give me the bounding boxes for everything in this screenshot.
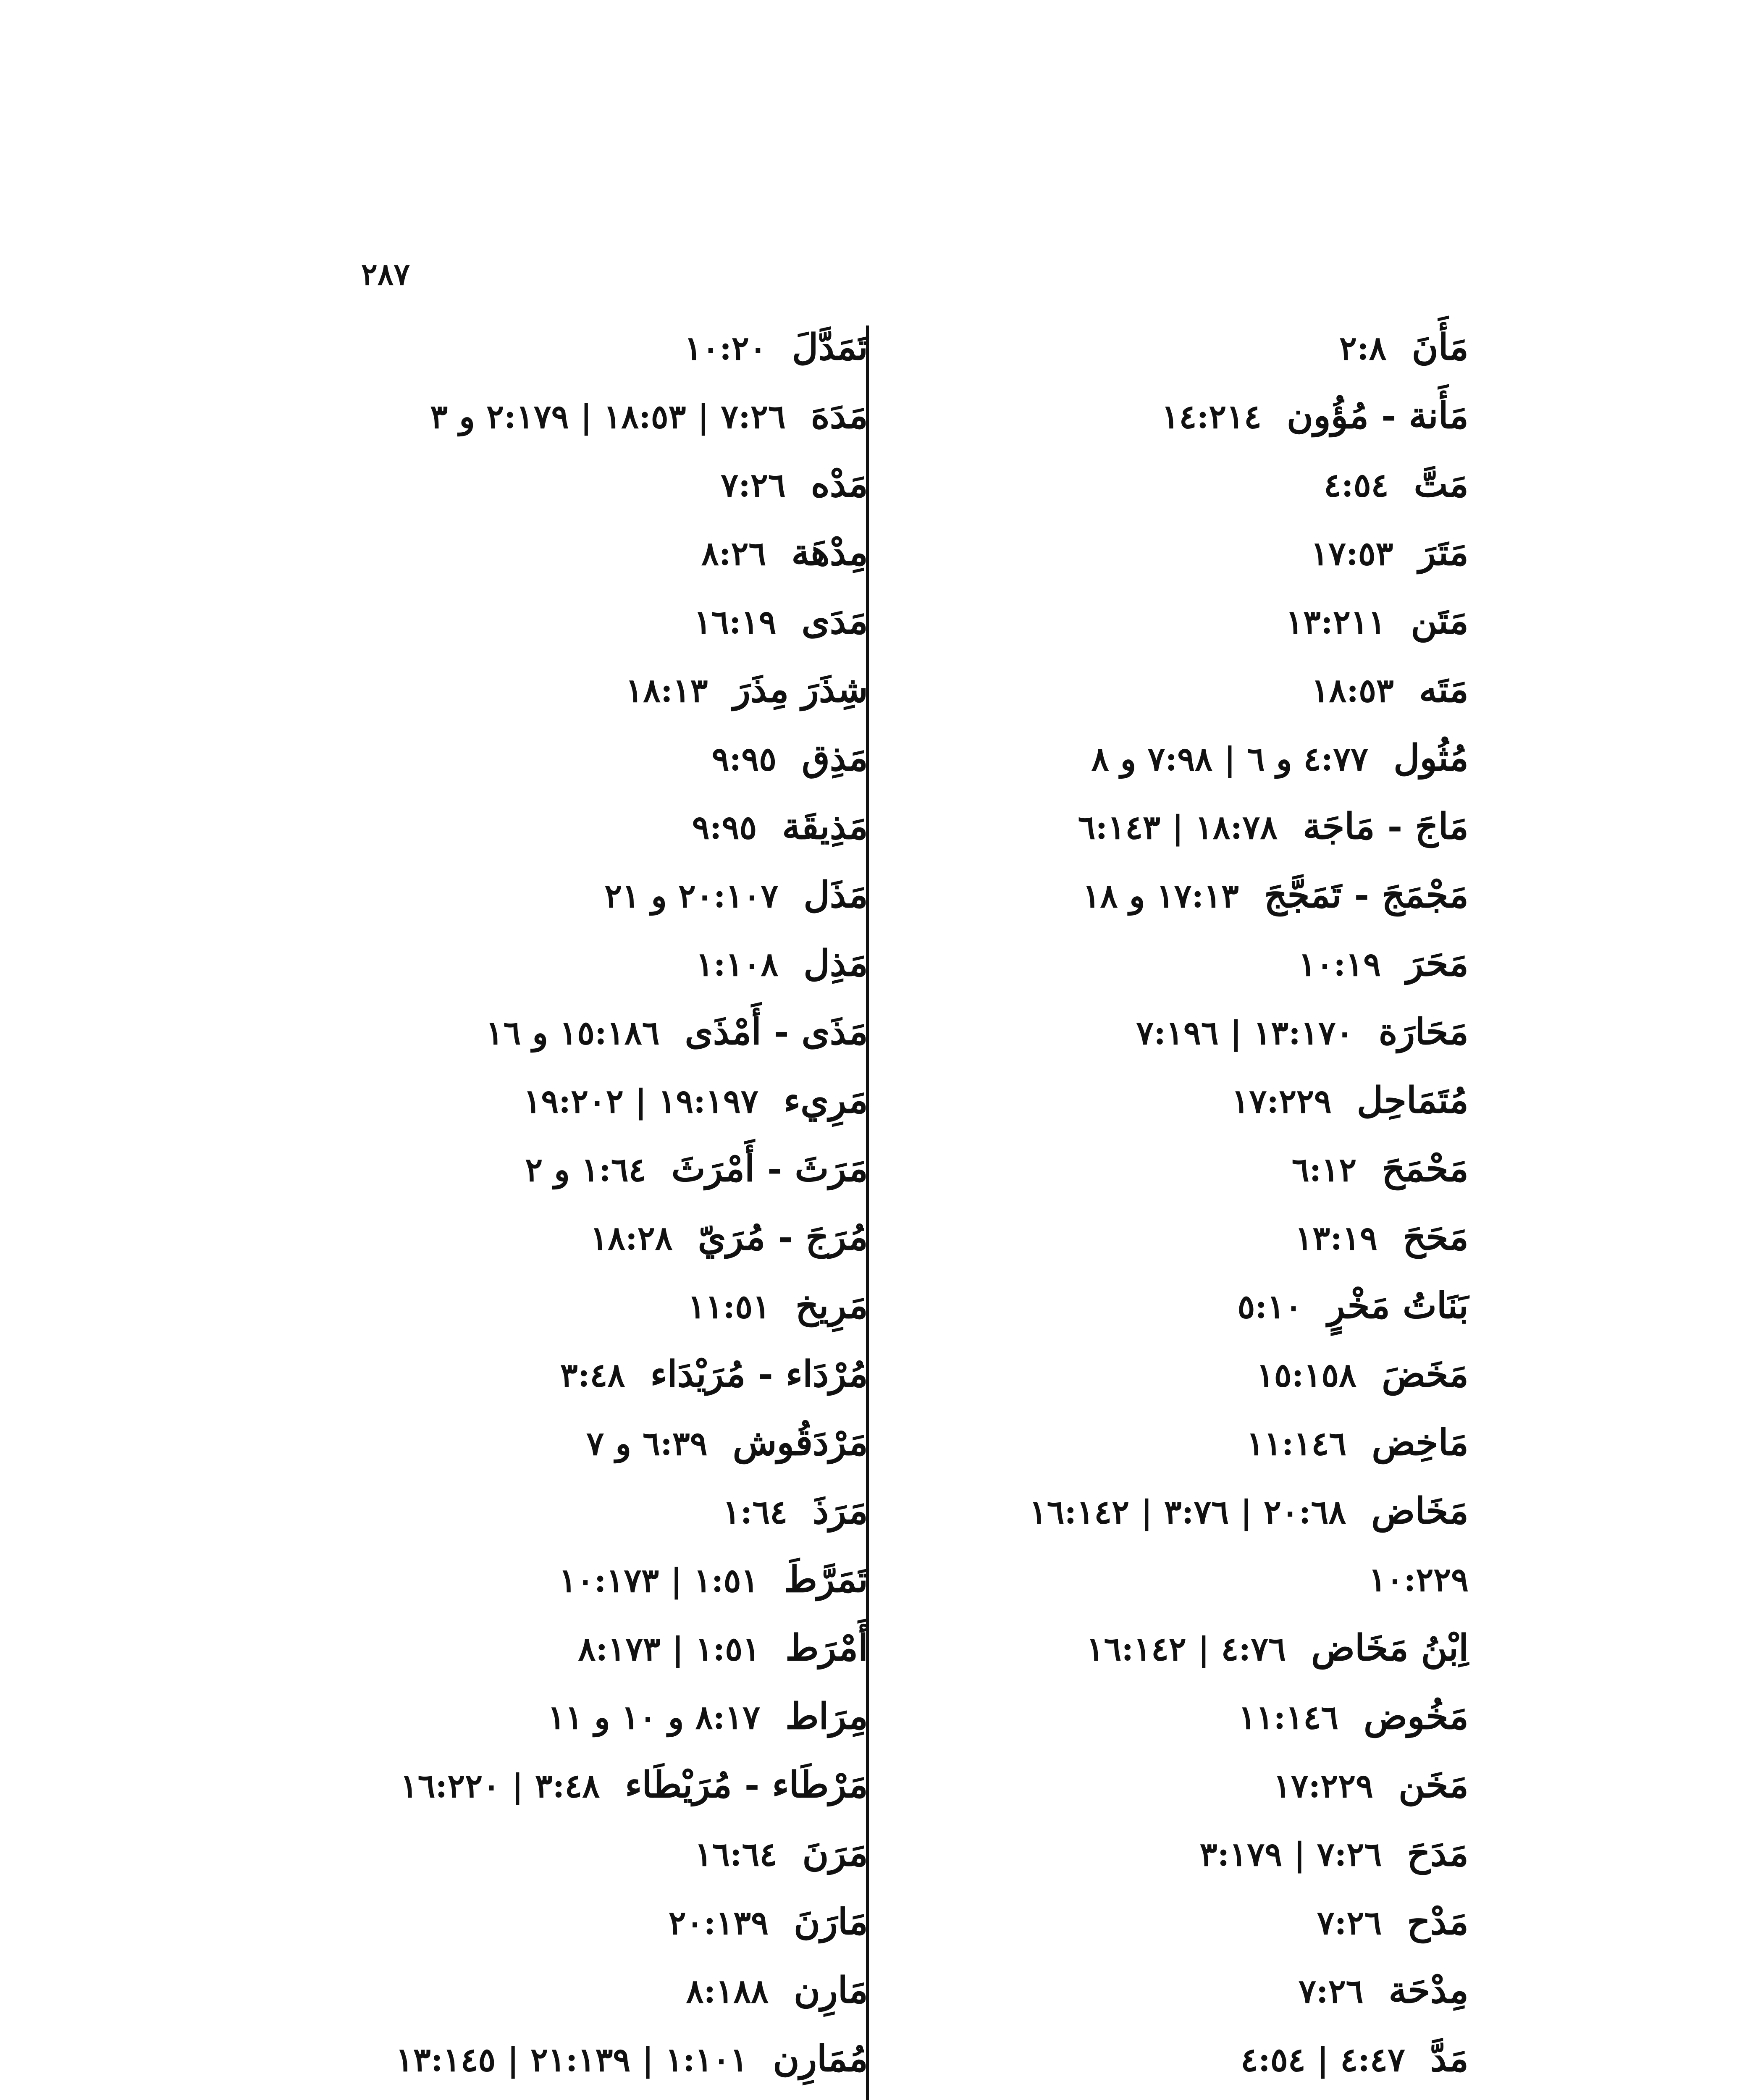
index-entry bbox=[839, 1271, 1469, 1340]
entry-word: مُتَمَاحِل bbox=[1356, 1079, 1469, 1121]
entry-references: ١٨:١٣ bbox=[625, 672, 708, 710]
entry-references: ٧:٢٦ | ١٨:٥٣ | ٢:١٧٩ و ٣ bbox=[430, 398, 786, 436]
index-entry bbox=[839, 1203, 1469, 1271]
entry-references: ٧:٢٦ bbox=[721, 466, 786, 504]
entry-word: مَرَذَ bbox=[813, 1490, 868, 1532]
index-entry bbox=[238, 929, 868, 998]
index-entry bbox=[238, 998, 868, 1066]
entry-word: شِذَرَ مِذَرَ bbox=[733, 668, 868, 711]
entry-references: ١٠:١٩ bbox=[1298, 945, 1381, 984]
entry-word: مُمَارِن bbox=[773, 2037, 868, 2080]
entry-references: ٣:٤٨ | ١٦:٢٢٠ bbox=[400, 1767, 600, 1805]
index-entry bbox=[839, 792, 1469, 861]
entry-word: مَخُوض bbox=[1364, 1695, 1469, 1738]
index-entry bbox=[839, 1477, 1469, 1545]
entry-references: ١٦:٦٤ bbox=[694, 1835, 777, 1874]
entry-references: ٢٠:١٠٧ و ٢١ bbox=[604, 877, 779, 915]
index-entry bbox=[238, 655, 868, 724]
index-entry bbox=[238, 1271, 868, 1340]
index-entry bbox=[238, 1614, 868, 1682]
entry-references: ٦:٣٩ و ٧ bbox=[586, 1425, 708, 1463]
entry-word: مَأَنَ bbox=[1412, 326, 1469, 368]
index-entry bbox=[839, 724, 1469, 792]
entry-references: ٧:٢٦ bbox=[1299, 1972, 1364, 2011]
entry-references: ١٣:١٩ bbox=[1295, 1219, 1377, 1257]
entry-references: ١٨:٥٣ bbox=[1311, 672, 1394, 710]
entry-word: مُرْدَاء - مُرَيْدَاء bbox=[650, 1353, 868, 1395]
entry-references: ٤:٥٤ bbox=[1324, 466, 1389, 504]
entry-word: تَمَدَّلَ bbox=[792, 326, 868, 368]
index-entry bbox=[238, 1203, 868, 1271]
entry-word: مَتَن bbox=[1411, 600, 1469, 642]
entry-references: ١٦:١٩ bbox=[694, 603, 777, 641]
entry-references: ١٧:٢٢٩ bbox=[1231, 1082, 1332, 1121]
index-entry bbox=[839, 2024, 1469, 2093]
entry-references: ١٧:١٣ و ١٨ bbox=[1082, 877, 1239, 915]
entry-references: ١:٦٤ bbox=[722, 1493, 788, 1531]
index-entry bbox=[839, 1682, 1469, 1751]
entry-word: مَرَنَ bbox=[802, 1832, 868, 1874]
index-entry bbox=[839, 1887, 1469, 1956]
entry-references: ٨:١٨٨ bbox=[686, 1972, 769, 2011]
entry-word: مَحَحَ bbox=[1402, 1216, 1469, 1258]
entry-references: ٢٠:١٣٩ bbox=[668, 1904, 769, 1942]
entry-references: ٢٠:٦٨ | ٣:٧٦ | ١٦:١٤٢ bbox=[1029, 1493, 1346, 1531]
index-entry bbox=[839, 450, 1469, 518]
entry-references: ٣:٤٨ bbox=[560, 1356, 625, 1394]
entry-word: مَرَثَ - أَمْرَثَ bbox=[671, 1147, 868, 1190]
entry-word: مَخَضَ bbox=[1382, 1353, 1469, 1395]
index-entry bbox=[238, 1408, 868, 1477]
index-entry bbox=[238, 2024, 868, 2093]
index-entry bbox=[238, 2093, 868, 2100]
index-entry bbox=[839, 313, 1469, 381]
entry-references: ١٥:١٥٨ bbox=[1256, 1356, 1357, 1394]
index-entry bbox=[839, 518, 1469, 587]
entry-word: مَتَرَ bbox=[1418, 531, 1469, 574]
entry-references: ١٩:١٩٧ | ١٩:٢٠٢ bbox=[523, 1082, 758, 1121]
entry-references: ١٧:٢٢٩ bbox=[1273, 1767, 1373, 1805]
entry-references: ١٠:٢٠ bbox=[684, 329, 767, 368]
index-entry bbox=[238, 1819, 868, 1887]
entry-word: مَدَحَ bbox=[1407, 1832, 1469, 1874]
entry-word: أَمْرَط bbox=[785, 1627, 868, 1669]
index-entry bbox=[839, 587, 1469, 655]
index-entry bbox=[839, 1819, 1469, 1887]
entry-references: ١:١٠١ | ٢١:١٣٩ | ١٣:١٤٥ bbox=[396, 2041, 748, 2079]
entry-references: ١:٥١ | ١٠:١٧٣ bbox=[559, 1562, 759, 1600]
entry-word: مَارِن bbox=[794, 1969, 868, 2011]
entry-word: مَدْح bbox=[1407, 1900, 1469, 1943]
entry-word: مَخَاض bbox=[1371, 1490, 1469, 1532]
index-entry bbox=[839, 998, 1469, 1066]
entry-references: ٩:٩٥ bbox=[692, 808, 757, 847]
index-entry bbox=[238, 381, 868, 450]
entry-word: مَاخِض bbox=[1372, 1421, 1469, 1464]
index-entry bbox=[839, 1340, 1469, 1408]
entry-word: مَدَهَ bbox=[811, 394, 868, 437]
index-entry bbox=[839, 929, 1469, 998]
entry-references: ١٣:٢١١ bbox=[1286, 603, 1386, 641]
index-entry bbox=[238, 313, 868, 381]
index-entry bbox=[238, 1134, 868, 1203]
entry-word: مَذِل bbox=[803, 942, 868, 984]
entry-references: ٧:٢٦ bbox=[1317, 1904, 1382, 1942]
entry-word: مَرْدَقُوش bbox=[732, 1421, 868, 1464]
entry-references: ١٥:١٨٦ و ١٦ bbox=[485, 1014, 660, 1052]
index-entry bbox=[238, 1956, 868, 2024]
entry-references: ١٠:٢٢٩ bbox=[1368, 1561, 1469, 1599]
index-entry bbox=[839, 1751, 1469, 1819]
entry-word: مَدَى bbox=[801, 600, 868, 642]
entry-word: مَأَنة - مُؤُون bbox=[1286, 394, 1469, 437]
entry-references: ١١:١٤٦ bbox=[1246, 1425, 1347, 1463]
index-entry bbox=[839, 655, 1469, 724]
index-entry bbox=[238, 1682, 868, 1751]
entry-word: مَرِيء bbox=[783, 1079, 868, 1121]
entry-references: ١٣:١٧٠ | ٧:١٩٦ bbox=[1136, 1014, 1354, 1052]
entry-references: ٤:٤٧ | ٤:٥٤ bbox=[1241, 2041, 1405, 2079]
entry-word: مَدَّ bbox=[1430, 2037, 1469, 2080]
entry-word: مَرِيخ bbox=[795, 1284, 868, 1327]
entry-word: مَحْمَحَ bbox=[1382, 1147, 1469, 1190]
entry-references: ٨:٢٦ bbox=[701, 535, 766, 573]
index-entry bbox=[238, 1066, 868, 1134]
index-entry bbox=[238, 861, 868, 929]
index-entry bbox=[839, 861, 1469, 929]
entry-word: مِدْهَة bbox=[791, 531, 868, 574]
entry-word: مَدْه bbox=[811, 463, 868, 505]
entry-word: مَتَّ bbox=[1414, 463, 1469, 505]
entry-word: بَنَاتُ مَخْرٍ bbox=[1327, 1284, 1469, 1327]
entry-references: ٦:١٢ bbox=[1291, 1151, 1357, 1189]
index-entry bbox=[839, 1408, 1469, 1477]
entry-word: مُرَجَ - مُرَيّ bbox=[698, 1216, 868, 1258]
entry-references: ١:٦٤ و ٢ bbox=[525, 1151, 646, 1189]
index-entry bbox=[238, 724, 868, 792]
index-entry bbox=[839, 381, 1469, 450]
entry-word: مَذِق bbox=[802, 737, 868, 779]
entry-word: مُثُول bbox=[1393, 737, 1469, 779]
index-column-left bbox=[238, 313, 868, 2100]
entry-references: ١٤:٢١٤ bbox=[1161, 398, 1262, 436]
entry-references: ٤:٧٧ و ٦ | ٧:٩٨ و ٨ bbox=[1091, 740, 1369, 778]
entry-references: ١١:١٤٦ bbox=[1238, 1698, 1339, 1737]
index-entry bbox=[238, 518, 868, 587]
index-column-right bbox=[839, 313, 1469, 2100]
entry-references: ٨:١٧ و ١٠ و ١١ bbox=[548, 1698, 761, 1737]
index-entry bbox=[238, 1887, 868, 1956]
index-entry bbox=[238, 792, 868, 861]
entry-word: مَاجَ - مَاجَة bbox=[1303, 805, 1469, 848]
entry-word: مَذِيقَة bbox=[782, 805, 868, 848]
index-entry bbox=[839, 1066, 1469, 1134]
entry-word: مَحَرَ bbox=[1406, 942, 1469, 984]
index-entry bbox=[238, 1340, 868, 1408]
entry-references: ٥:١٠ bbox=[1237, 1288, 1302, 1326]
entry-word: مِدْحَة bbox=[1388, 1969, 1469, 2011]
entry-references: ٢:٨ bbox=[1339, 329, 1387, 368]
index-entry bbox=[238, 450, 868, 518]
index-entry bbox=[238, 587, 868, 655]
entry-word: مَخَن bbox=[1398, 1764, 1469, 1806]
index-entry bbox=[238, 1751, 868, 1819]
page-number: ٢٨٧ bbox=[361, 256, 410, 292]
index-entry bbox=[839, 1545, 1469, 1614]
index-entry bbox=[238, 1477, 868, 1545]
entry-references: ١:١٠٨ bbox=[695, 945, 779, 984]
entry-references: ١٨:٧٨ | ٦:١٤٣ bbox=[1078, 808, 1278, 847]
index-entry bbox=[839, 1614, 1469, 1682]
index-entry bbox=[839, 1956, 1469, 2024]
entry-word: مَذَى - أَمْذَى bbox=[685, 1011, 868, 1053]
entry-word: مِرَاط bbox=[785, 1695, 868, 1738]
entry-references: ٤:٧٦ | ١٦:١٤٢ bbox=[1086, 1630, 1286, 1668]
entry-references: ١:٥١ | ٨:١٧٣ bbox=[578, 1630, 761, 1668]
entry-word: مَرْطَاء - مُرَيْطَاء bbox=[625, 1764, 868, 1806]
entry-word: مَتَه bbox=[1419, 668, 1469, 711]
index-entry bbox=[839, 1134, 1469, 1203]
entry-word: مَارَنَ bbox=[794, 1900, 868, 1943]
entry-references: ٩:٩٥ bbox=[711, 740, 777, 778]
index-entry bbox=[238, 1545, 868, 1614]
entry-word: مَذَل bbox=[803, 874, 868, 916]
entry-word: اِبْنُ مَخَاض bbox=[1311, 1627, 1469, 1669]
index-entry bbox=[839, 2093, 1469, 2100]
entry-references: ١٨:٢٨ bbox=[590, 1219, 673, 1257]
entry-references: ١١:٥١ bbox=[687, 1288, 771, 1326]
entry-word: مَجْمَجَ - تَمَجَّجَ bbox=[1264, 874, 1469, 916]
entry-word: تَمَرَّطَ bbox=[784, 1558, 868, 1601]
entry-references: ١٧:٥٣ bbox=[1311, 535, 1393, 573]
entry-word: مَحَارَة bbox=[1378, 1011, 1469, 1053]
entry-references: ٧:٢٦ | ٣:١٧٩ bbox=[1199, 1835, 1382, 1874]
